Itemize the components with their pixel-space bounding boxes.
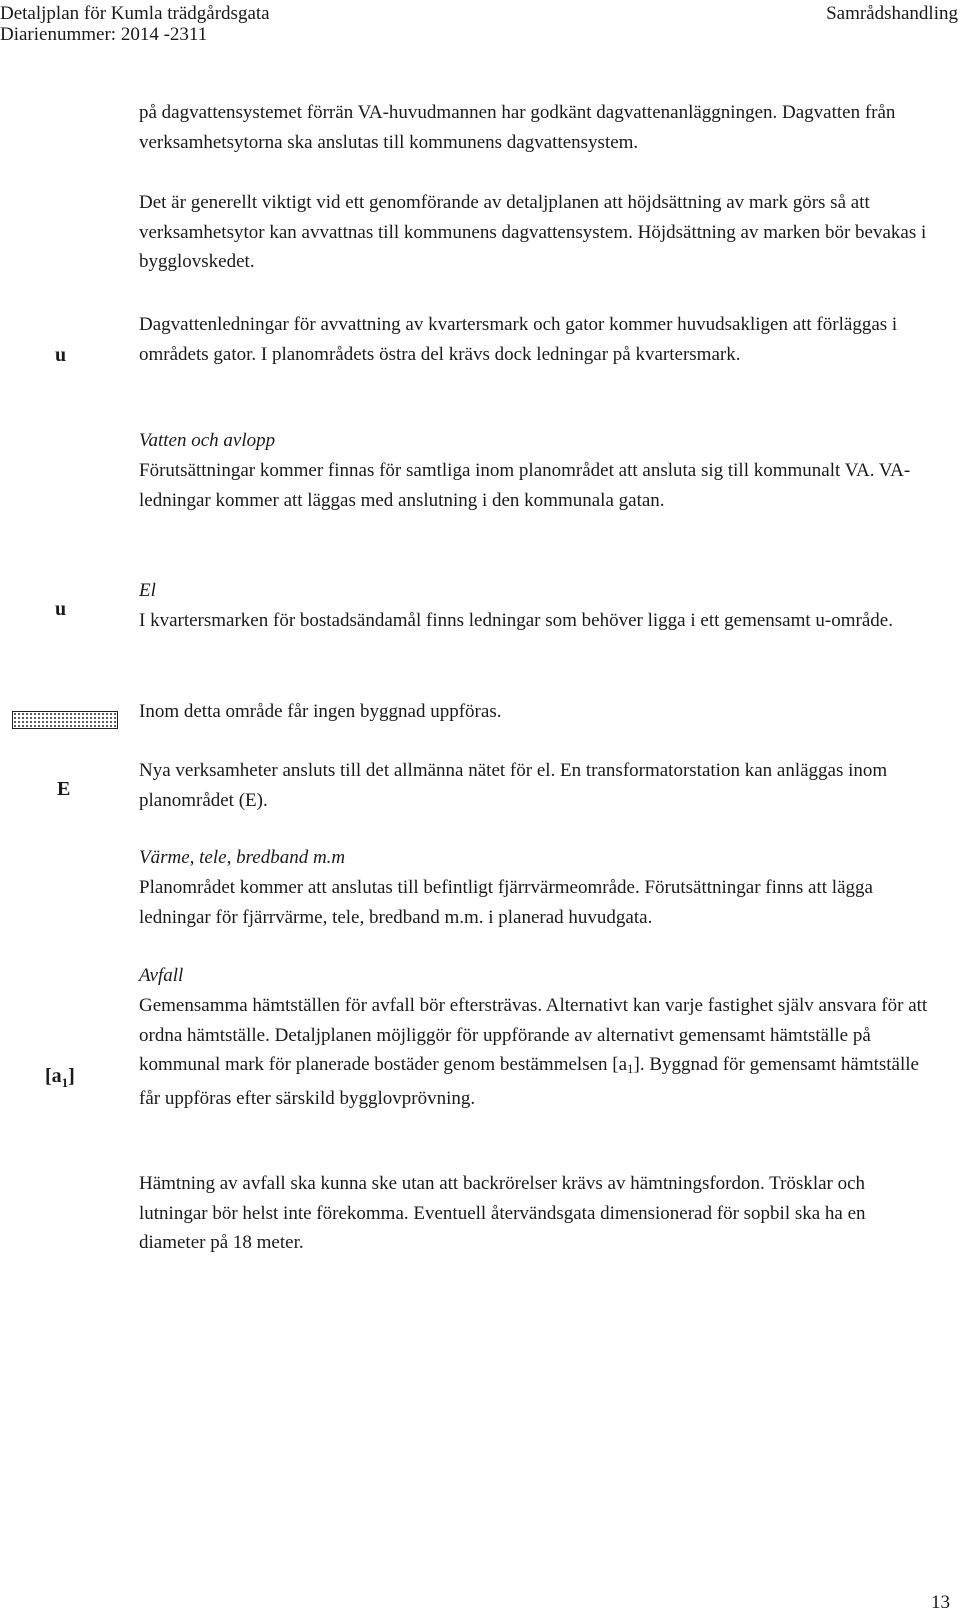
paragraph-dagvattenledningar: Dagvattenledningar för avvattning av kvartersmark och gator kommer huvudsakligen att förläggas i områdets gator. I planområdets östra del krävs dock ledningar på kvartersmark.: [139, 314, 898, 365]
heading-vatten-och-avlopp: Vatten och avlopp: [139, 430, 276, 451]
paragraph-varme: Planområdet kommer att anslutas till befintligt fjärrvärmeområde. Förutsättningar finns att lägga ledningar för fjärrvärme, tele, bredband m.m. i planerad huvudgata.: [139, 877, 873, 928]
prickmark-symbol: [12, 711, 118, 729]
page-number: 13: [931, 1592, 950, 1613]
paragraph-nya-verksamheter: Nya verksamheter ansluts till det allmänna nätet för el. En transformatorstation kan anläggas inom planområdet (E).: [139, 760, 888, 811]
paragraph-dagvatten-1: på dagvattensystemet förrän VA-huvudmannen har godkänt dagvattenanläggningen. Dagvatten från verksamhetsytorna ska anslutas till kommunens dagvattensystem.: [139, 102, 896, 153]
symbol-u-2: u: [55, 598, 67, 620]
paragraph-avfall: Gemensamma hämtställen för avfall bör eftersträvas. Alternativt kan varje fastighet själv ansvara för att ordna hämtställe. Detaljplanen möjliggör för uppförande av alternativt gemensamt hämtställe på kommunal mark för planerade bostäder genom bestämmelsen [a1]. Byggnad för gemensamt hämtställe får uppföras efter särskild bygglovprövning.: [139, 995, 928, 1109]
heading-el: El: [139, 580, 156, 601]
paragraph-inom-omrade: Inom detta område får ingen byggnad uppföras.: [139, 701, 502, 722]
paragraph-el: I kvartersmarken för bostadsändamål finns ledningar som behöver ligga i ett gemensamt u-område.: [139, 610, 893, 631]
paragraph-hamtning: Hämtning av avfall ska kunna ske utan att backrörelser krävs av hämtningsfordon. Trösklar och lutningar bör helst inte förekomma. Eventuell återvändsgata dimensionerad för sopbil ska ha en diameter på 18 meter.: [139, 1173, 866, 1253]
paragraph-hojdsattning: Det är generellt viktigt vid ett genomförande av detaljplanen att höjdsättning av mark görs så att verksamhetsytor kan avvattnas till kommunens dagvattensystem. Höjdsättning av marken bör bevakas i bygglovskedet.: [139, 192, 927, 272]
paragraph-vatten: Förutsättningar kommer finnas för samtliga inom planområdet att ansluta sig till kommunalt VA. VA-ledningar kommer att läggas med anslutning i den kommunala gatan.: [139, 460, 911, 511]
symbol-u-1: u: [55, 344, 67, 366]
heading-varme: Värme, tele, bredband m.m: [139, 847, 346, 868]
symbol-e: E: [57, 778, 71, 800]
document-type: Samrådshandling: [826, 3, 958, 24]
heading-avfall: Avfall: [139, 965, 184, 986]
diarienummer: Diarienummer: 2014 -2311: [0, 24, 208, 45]
document-title: Detaljplan för Kumla trädgårdsgata: [0, 3, 270, 24]
symbol-a1: $[a_1]$: [45, 1065, 75, 1090]
